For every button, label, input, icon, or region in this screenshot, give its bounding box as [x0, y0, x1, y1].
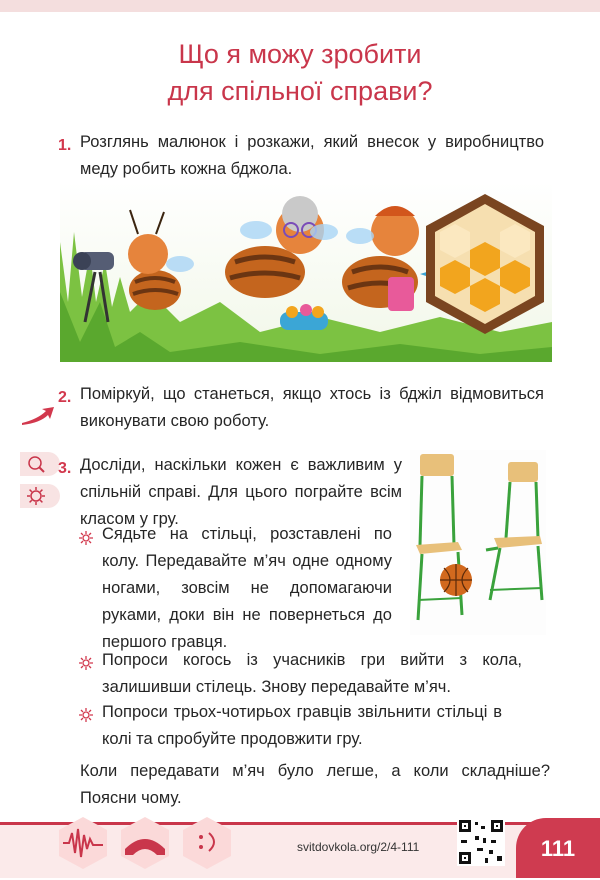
arrow-marker-icon — [20, 405, 56, 427]
sun-bullet-icon — [78, 707, 94, 723]
magnifier-icon — [24, 452, 48, 476]
step-3-text: Попроси трьох-чотирьох гравців звільнити стільці в колі та спробуйте продовжити гру. — [102, 703, 502, 748]
bridge-icon — [117, 815, 173, 871]
smile-icon — [179, 815, 235, 871]
task-1-text: Розглянь малюнок і розкажи, який внесок у виробництво меду робить кожна бджола. — [80, 133, 544, 178]
top-bar — [0, 0, 600, 12]
chair-right — [486, 462, 542, 600]
task-2-text: Поміркуй, що станеться, якщо хтось із бджіл відмовиться виконувати свою роботу. — [80, 385, 544, 430]
gear-icon — [24, 484, 48, 508]
task-3-text: Досліди, наскільки кожен є важливим у спільній справі. Для цього пограйте всім класом у гру. — [80, 456, 402, 528]
page-title — [0, 36, 600, 110]
task-2-number: 2. — [58, 389, 72, 406]
final-question: Коли передавати м’яч було легше, а коли складніше? Поясни чому. — [80, 762, 550, 807]
footer-url[interactable]: svitdovkola.org/2/4-111 — [297, 840, 420, 854]
sound-wave-icon — [55, 815, 111, 871]
page-number: 111 — [516, 818, 600, 878]
sun-bullet-icon — [78, 655, 94, 671]
task-3-number: 3. — [58, 460, 72, 477]
sun-bullet-icon — [78, 530, 94, 546]
title-line-1: Що я можу зробити — [178, 39, 422, 69]
task-1-number: 1. — [58, 137, 72, 154]
step-2-text: Попроси когось із учасників гри вийти з кола, залишивши стілець. Знову передавайте м’яч. — [102, 651, 522, 696]
bees-illustration — [60, 182, 552, 362]
qr-code-icon[interactable] — [457, 818, 505, 866]
chairs-and-ball-image — [410, 450, 546, 635]
step-1-text: Сядьте на стільці, розставлені по колу. Передавайте м’яч одне одному ногами, зовсім не допомагаючи руками, доки він не повернеться до першого гравця. — [102, 525, 392, 651]
game-tab — [20, 484, 60, 508]
research-tab — [20, 452, 60, 476]
ball — [440, 564, 472, 596]
title-line-2: для спільної справи? — [167, 76, 433, 106]
